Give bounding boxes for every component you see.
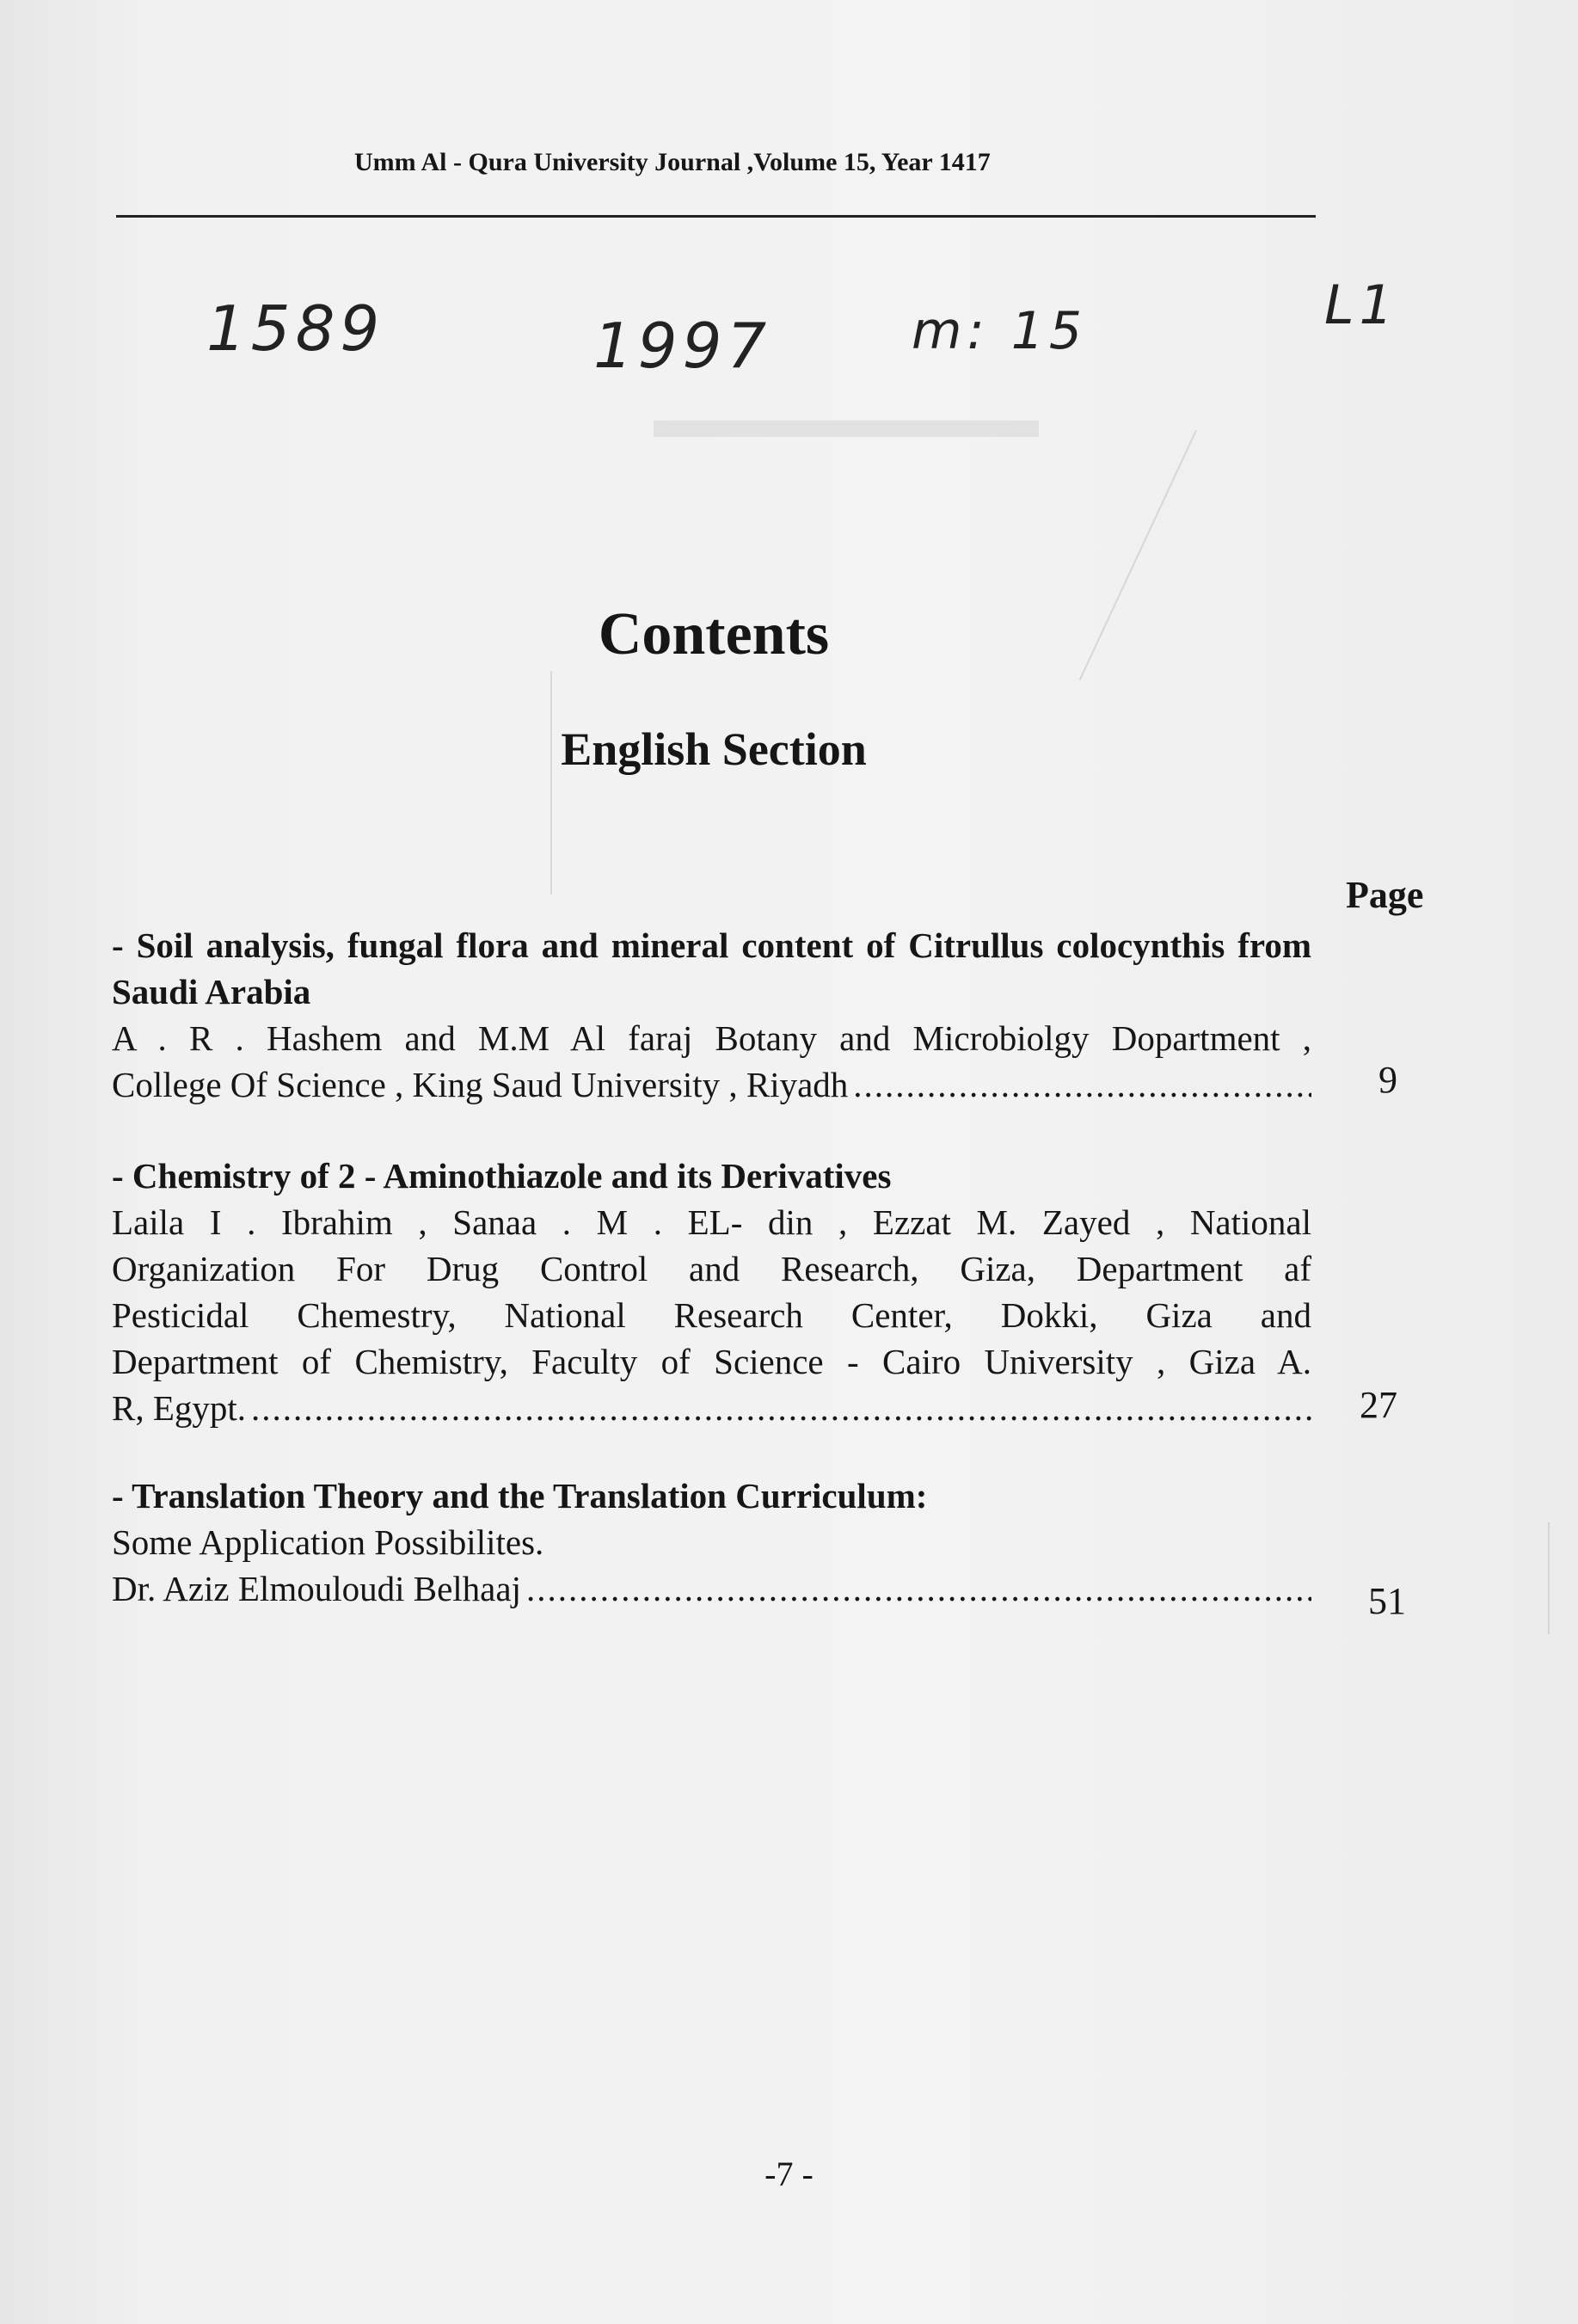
entry-authors-line: Organization For Drug Control and Research, Giza, Department af: [112, 1249, 1311, 1288]
entry-subtitle-line: Some Application Possibilites.: [112, 1522, 544, 1562]
header-divider: [116, 215, 1316, 218]
handwritten-number-2: 1997: [593, 310, 772, 382]
scan-scratch: [1548, 1522, 1550, 1634]
entry-authors-line: [112, 1061, 1311, 1108]
entry-title: - Translation Theory and the Translation Curriculum:: [112, 1476, 928, 1516]
page-footer-number: -7 -: [764, 2155, 814, 2193]
dot-leader: [853, 1061, 1311, 1108]
dot-leader: [526, 1565, 1311, 1612]
entry-authors-line: Pesticidal Chemestry, National Research Center, Dokki, Giza and: [112, 1295, 1311, 1335]
entry-authors-line: Department of Chemistry, Faculty of Science - Cairo University , Giza A.: [112, 1342, 1311, 1381]
bleed-through: ▬▬▬▬▬▬▬: [654, 388, 1039, 449]
entry-authors-line: Laila I . Ibrahim , Sanaa . M . EL- din , Ezzat M. Zayed , National: [112, 1202, 1311, 1242]
section-title: English Section: [561, 723, 867, 775]
entry-author: Dr. Aziz Elmouloudi Belhaaj: [112, 1569, 521, 1608]
toc-entry[interactable]: [112, 922, 1311, 1108]
entry-affiliation: College Of Science , King Saud University , Riyadh: [112, 1065, 849, 1104]
scan-scratch: [550, 671, 552, 895]
journal-header: Umm Al - Qura University Journal ,Volume 15, Year 1417: [354, 148, 991, 176]
entry-page-number: 27: [1360, 1384, 1397, 1426]
entry-authors-line: [112, 1565, 1311, 1612]
entry-authors-line: [112, 1385, 1311, 1431]
entry-title: - Soil analysis, fungal flora and mineral content of Citrullus colocynthis from Saudi Arabia: [112, 925, 1311, 1011]
handwritten-code: L1: [1324, 274, 1398, 336]
entry-authors-line: A . R . Hashem and M.M Al faraj Botany and Microbiolgy Dopartment ,: [112, 1018, 1311, 1058]
handwritten-volume: m: 15: [912, 301, 1088, 361]
toc-entry[interactable]: [112, 1472, 1311, 1612]
entry-page-number: 51: [1368, 1580, 1406, 1622]
entry-title: - Chemistry of 2 - Aminothiazole and its Derivatives: [112, 1156, 892, 1196]
page-title: Contents: [598, 601, 830, 667]
toc-entry[interactable]: [112, 1153, 1311, 1431]
page-column-label: Page: [1346, 874, 1424, 916]
dot-leader: [251, 1385, 1311, 1431]
handwritten-number-1: 1589: [206, 292, 385, 365]
entry-affiliation: R, Egypt.: [112, 1388, 247, 1428]
entry-page-number: 9: [1378, 1059, 1397, 1101]
